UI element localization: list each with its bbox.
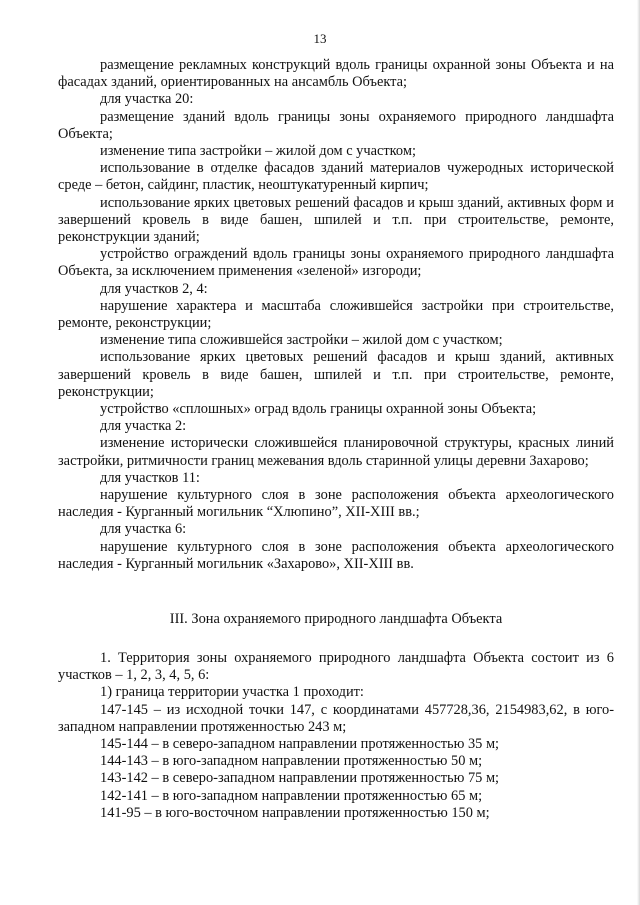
paragraph: размещение зданий вдоль границы зоны охраняемого природного ландшафта Объекта; [58,108,614,142]
paragraph: устройство ограждений вдоль границы зоны охраняемого природного ландшафта Объекта, за исключением применения «зеленой» изгороди; [58,246,614,280]
paragraph: 145-144 – в северо-западном направлении протяженностью 35 м; [100,736,500,753]
body-text-top [58,57,614,573]
body-text-bottom [58,650,614,822]
paragraph: для участка 20: [100,91,194,108]
paragraph: использование ярких цветовых решений фасадов и крыш зданий, активных форм и завершений кровель в виде башен, шпилей и т.п. при строительстве, ремонте, реконструкции зданий; [58,194,614,246]
paragraph: изменение типа застройки – жилой дом с участком; [100,143,416,160]
paragraph: использование в отделке фасадов зданий материалов чужеродных исторической среде – бетон, сайдинг, пластик, неоштукатуренный кирпич; [58,160,614,194]
paragraph: изменение исторически сложившейся планировочной структуры, красных линий застройки, ритмичности границ межевания вдоль старинной улицы деревни Захарово; [58,435,614,469]
paragraph: нарушение культурного слоя в зоне расположения объекта археологического наследия - Курганный могильник «Захарово», XII-XIII вв. [58,538,614,572]
paragraph: 147-145 – из исходной точки 147, с координатами 457728,36, 2154983,62, в юго-западном направлении протяженностью 243 м; [58,701,614,735]
paragraph: нарушение культурного слоя в зоне расположения объекта археологического наследия - Курганный могильник “Хлюпино”, XII-XIII вв.; [58,487,614,521]
paragraph: устройство «сплошных» оград вдоль границы охранной зоны Объекта; [100,401,537,418]
paragraph: 1) граница территории участка 1 проходит: [100,684,364,701]
page-number: 13 [313,31,327,46]
paragraph: 141-95 – в юго-восточном направлении протяженностью 150 м; [100,804,490,821]
paragraph: размещение рекламных конструкций вдоль границы охранной зоны Объекта и на фасадах зданий, ориентированных на ансамбль Объекта; [58,57,614,91]
paragraph: 143-142 – в северо-западном направлении протяженностью 75 м; [100,770,500,787]
paragraph: использование ярких цветовых решений фасадов и крыш зданий, активных завершений кровель в виде башен, шпилей и т.п. при строительстве, ремонте, реконструкции; [58,349,614,400]
paragraph: для участка 2: [100,418,187,435]
paragraph: для участка 6: [100,521,187,538]
paragraph: для участков 2, 4: [100,280,208,297]
paragraph: 1. Территория зоны охраняемого природного ландшафта Объекта состоит из 6 участков – 1, 2, 3, 4, 5, 6: [58,650,614,684]
paragraph: 142-141 – в юго-западном направлении протяженностью 65 м; [100,787,483,804]
paragraph: 144-143 – в юго-западном направлении протяженностью 50 м; [100,753,483,770]
paragraph: изменение типа сложившейся застройки – жилой дом с участком; [100,332,503,349]
paragraph: нарушение характера и масштаба сложившейся застройки при строительстве, ремонте, реконструкции; [58,297,614,332]
section-heading: III. Зона охраняемого природного ландшафта Объекта [169,611,503,627]
paragraph: для участков 11: [100,469,200,486]
